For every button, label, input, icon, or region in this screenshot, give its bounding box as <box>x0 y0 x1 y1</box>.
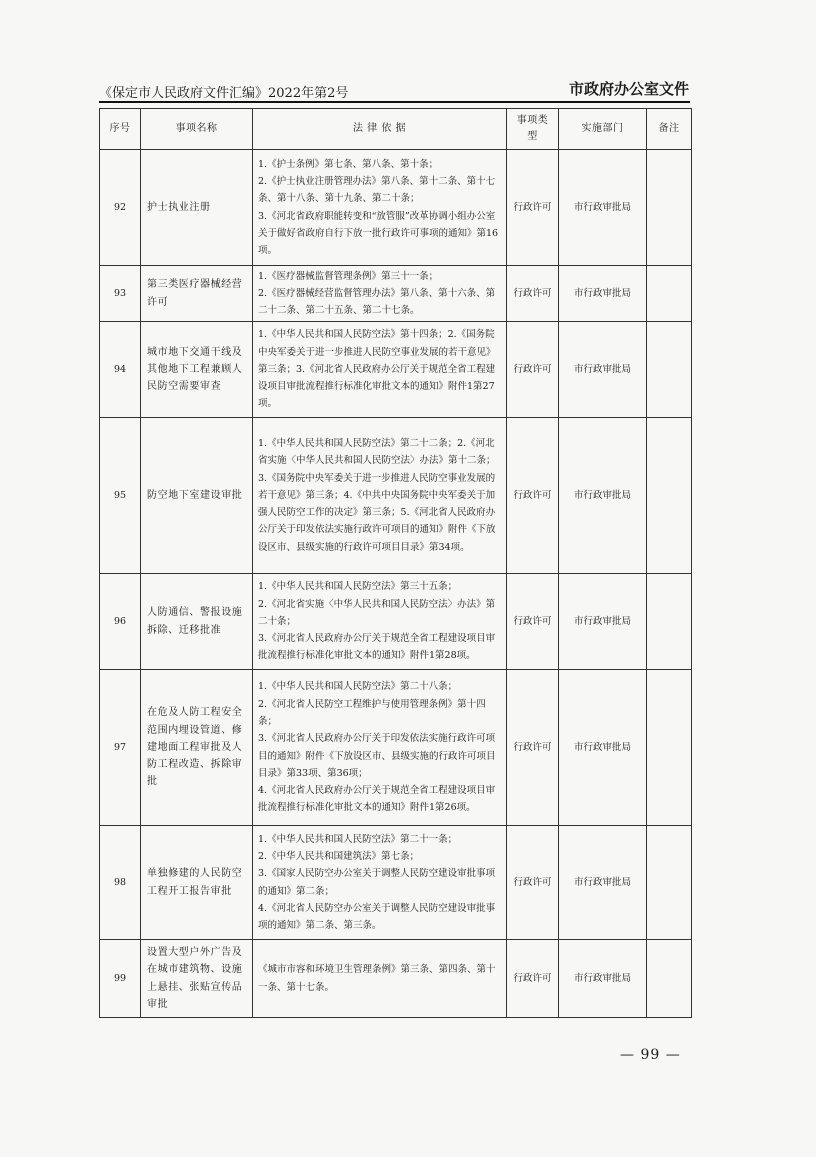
row-number: 98 <box>100 826 141 940</box>
implementing-dept: 市行政审批局 <box>559 574 647 670</box>
remark <box>647 322 692 418</box>
legal-basis <box>253 574 507 670</box>
table-row <box>100 150 692 266</box>
item-name: 城市地下交通干线及其他地下工程兼顾人民防空需要审查 <box>141 322 253 418</box>
item-name: 单独修建的人民防空工程开工报告审批 <box>141 826 253 940</box>
legal-basis <box>253 670 507 826</box>
row-number: 92 <box>100 150 141 266</box>
table-row <box>100 418 692 574</box>
col-header-dept: 实施部门 <box>559 109 647 150</box>
legal-basis <box>253 150 507 266</box>
item-type: 行政许可 <box>507 826 559 940</box>
col-header-no: 序号 <box>100 109 141 150</box>
item-type: 行政许可 <box>507 940 559 1018</box>
document-series-title: 《保定市人民政府文件汇编》2022年第2号 <box>99 86 349 101</box>
page-number: — 99 — <box>620 1047 681 1063</box>
permit-items-table <box>99 108 692 1018</box>
legal-basis-clause: 1.《中华人民共和国人民防空法》第三十五条； <box>258 581 458 593</box>
header-rule <box>99 101 690 103</box>
legal-basis-clause: 3.《河北省政府职能转变和“放管服”改革协调小组办公室关于做好省政府自行下放一批行政许可事项的通知》第16项。 <box>258 210 499 257</box>
legal-basis-clause: 1.《医疗器械监督管理条例》第三十一条； <box>258 270 439 282</box>
col-header-remark: 备注 <box>647 109 692 150</box>
legal-basis-clause: 1.《中华人民共和国人民防空法》第十四条；2.《国务院中央军委关于进一步推进人民防空事业发展的若干意见》第三条；3.《河北省人民政府办公厅关于规范全省工程建设项目审批流程推行标准化审批文本的通知》附件1第27项。 <box>258 329 496 410</box>
col-header-type: 事项类型 <box>507 109 559 150</box>
implementing-dept: 市行政审批局 <box>559 670 647 826</box>
legal-basis-clause: 2.《中华人民共和国建筑法》第七条； <box>258 850 420 862</box>
legal-basis-clause: 1.《中华人民共和国人民防空法》第二十二条；2.《河北省实施〈中华人民共和国人民防空法〉办法》第十二条；3.《国务院中央军委关于进一步推进人民防空事业发展的若干意见》第三条；4.《中共中央国务院中央军委关于加强人民防空工作的决定》第三条；5.《河北省人民政府办公厅关于印发依法实施行政许可项目的通知》附件《下放设区市、县级实施的行政许可项目目录》第34项。 <box>258 437 496 553</box>
legal-basis-clause: 《城市市容和环境卫生管理条例》第三条、第四条、第十一条、第十七条。 <box>258 964 496 993</box>
row-number: 95 <box>100 418 141 574</box>
item-name: 第三类医疗器械经营许可 <box>141 266 253 322</box>
implementing-dept: 市行政审批局 <box>559 418 647 574</box>
implementing-dept: 市行政审批局 <box>559 940 647 1018</box>
item-type: 行政许可 <box>507 322 559 418</box>
document-category: 市政府办公室文件 <box>568 80 689 98</box>
legal-basis-clause: 2.《医疗器械经营监督管理办法》第八条、第十六条、第二十二条、第二十五条、第二十七条。 <box>258 287 496 317</box>
legal-basis <box>253 322 507 418</box>
legal-basis-clause: 4.《河北省人民防空办公室关于调整人民防空建设审批事项的通知》第二条、第三条。 <box>258 902 496 932</box>
table-row <box>100 574 692 670</box>
legal-basis <box>253 940 507 1018</box>
item-name: 护士执业注册 <box>141 150 253 266</box>
item-type: 行政许可 <box>507 418 559 574</box>
row-number: 94 <box>100 322 141 418</box>
table-row <box>100 266 692 322</box>
legal-basis-clause: 3.《河北省人民政府办公厅关于规范全省工程建设项目审批流程推行标准化审批文本的通知》附件1第28项。 <box>258 633 496 662</box>
legal-basis-clause: 1.《护士条例》第七条、第八条、第十条； <box>258 158 439 170</box>
legal-basis-clause: 1.《中华人民共和国人民防空法》第二十一条； <box>258 833 458 845</box>
legal-basis-clause: 2.《护士执业注册管理办法》第八条、第十二条、第十七条、第十八条、第十九条、第二十条； <box>258 175 496 205</box>
table-row <box>100 826 692 940</box>
item-name: 在危及人防工程安全范围内埋设管道、修建地面工程审批及人防工程改造、拆除审批 <box>141 670 253 826</box>
table-header-row <box>100 109 692 150</box>
legal-basis <box>253 266 507 322</box>
row-number: 96 <box>100 574 141 670</box>
item-name: 设置大型户外广告及在城市建筑物、设施上悬挂、张贴宣传品审批 <box>141 940 253 1018</box>
table-row <box>100 940 692 1018</box>
row-number: 93 <box>100 266 141 322</box>
item-type: 行政许可 <box>507 670 559 826</box>
implementing-dept: 市行政审批局 <box>559 150 647 266</box>
table-row <box>100 670 692 826</box>
row-number: 97 <box>100 670 141 826</box>
remark <box>647 150 692 266</box>
table-row <box>100 322 692 418</box>
item-type: 行政许可 <box>507 574 559 670</box>
remark <box>647 670 692 826</box>
item-type: 行政许可 <box>507 150 559 266</box>
legal-basis-clause: 3.《河北省人民政府办公厅关于印发依法实施行政许可项目的通知》附件《下放设区市、县级实施的行政许可项目目录》第33项、第36项； <box>258 733 496 779</box>
page-header <box>99 76 689 102</box>
legal-basis-clause: 2.《河北省人民防空工程维护与使用管理条例》第十四条； <box>258 698 486 727</box>
legal-basis-clause: 2.《河北省实施〈中华人民共和国人民防空法〉办法》第二十条； <box>258 598 496 627</box>
item-name: 人防通信、警报设施拆除、迁移批准 <box>141 574 253 670</box>
item-name: 防空地下室建设审批 <box>141 418 253 574</box>
row-number: 99 <box>100 940 141 1018</box>
legal-basis <box>253 826 507 940</box>
legal-basis-clause: 1.《中华人民共和国人民防空法》第二十八条； <box>258 681 458 693</box>
remark <box>647 940 692 1018</box>
implementing-dept: 市行政审批局 <box>559 826 647 940</box>
legal-basis-clause: 3.《国家人民防空办公室关于调整人民防空建设审批事项的通知》第二条； <box>258 868 496 897</box>
remark <box>647 418 692 574</box>
col-header-name: 事项名称 <box>141 109 253 150</box>
col-header-law: 法 律 依 据 <box>253 109 507 150</box>
legal-basis <box>253 418 507 574</box>
item-type: 行政许可 <box>507 266 559 322</box>
remark <box>647 266 692 322</box>
remark <box>647 574 692 670</box>
implementing-dept: 市行政审批局 <box>559 322 647 418</box>
remark <box>647 826 692 940</box>
implementing-dept: 市行政审批局 <box>559 266 647 322</box>
legal-basis-clause: 4.《河北省人民政府办公厅关于规范全省工程建设项目审批流程推行标准化审批文本的通知》附件1第26项。 <box>258 785 496 814</box>
